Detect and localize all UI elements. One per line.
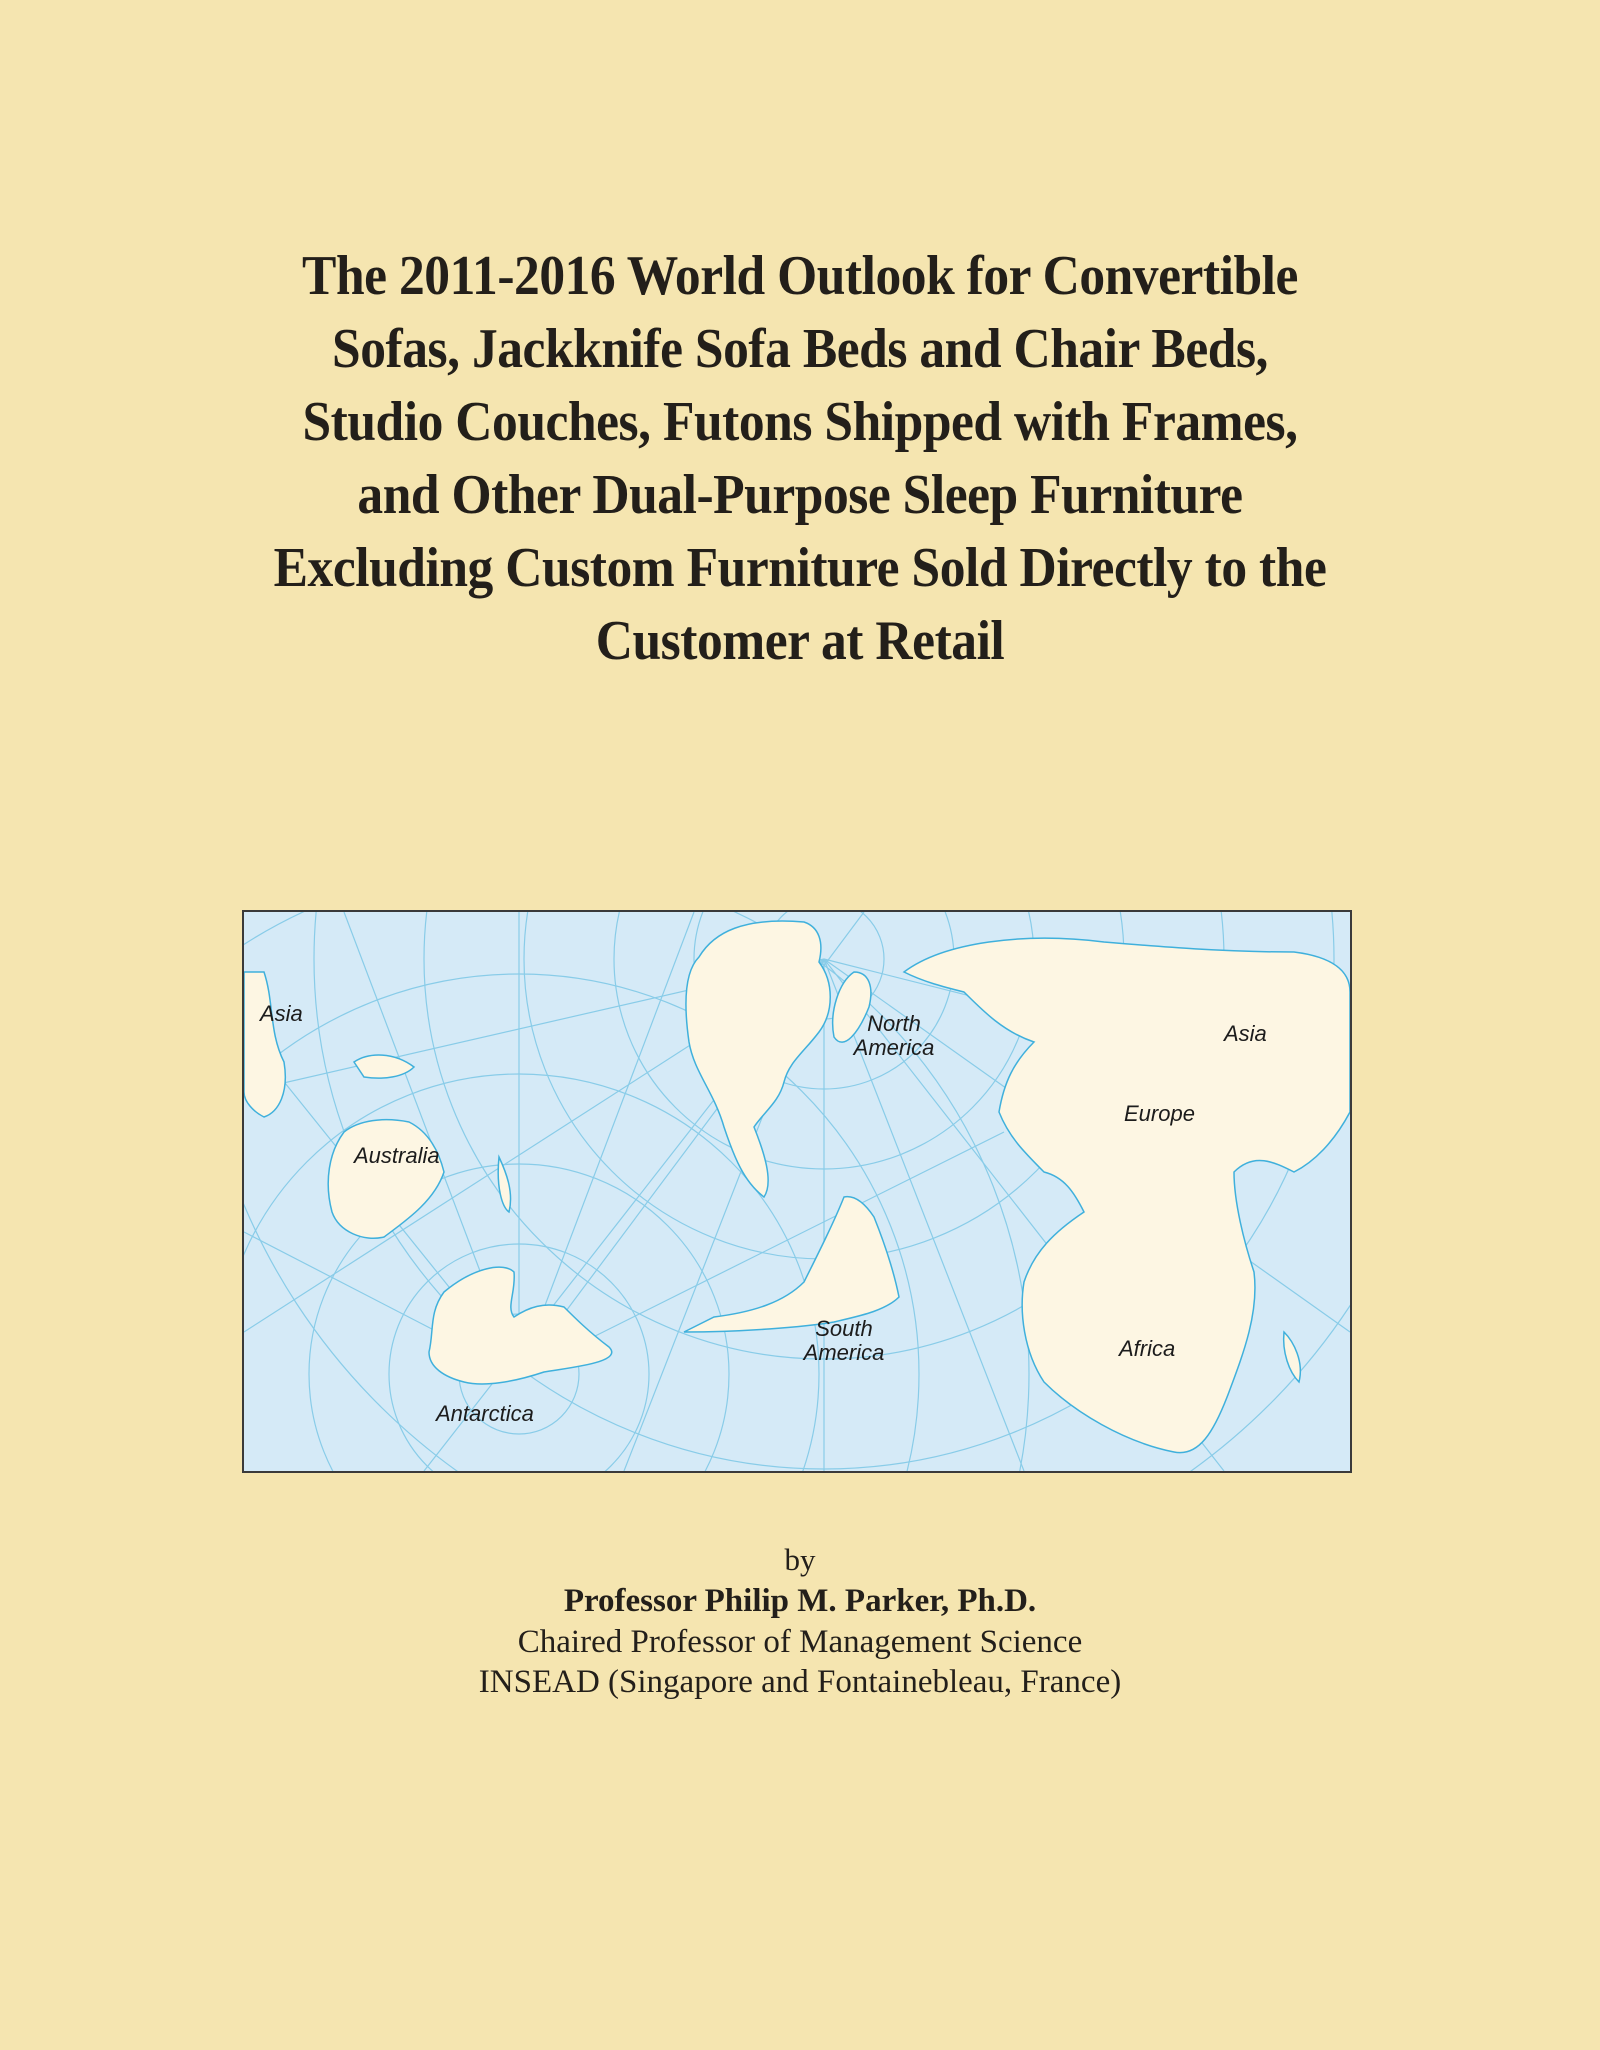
world-map-graphic [244,912,1350,1471]
title-line: Customer at Retail [595,610,1005,672]
author-position: Chaired Professor of Management Science [517,1624,1083,1660]
map-label-europe: Europe [1124,1101,1195,1126]
map-label-antarctica: Antarctica [436,1401,534,1426]
map-label-north-america: North America [853,1011,935,1060]
map-label-australia: Australia [354,1143,440,1168]
title-line: and Other Dual-Purpose Sleep Furniture [357,464,1243,526]
author-affiliation: INSEAD (Singapore and Fontainebleau, France) [478,1664,1122,1700]
by-label: by [784,1542,816,1577]
title-line: Sofas, Jackknife Sofa Beds and Chair Beds, [332,318,1268,380]
map-label-africa: Africa [1119,1336,1176,1361]
credits [200,1540,1400,1702]
title-line: The 2011-2016 World Outlook for Convertible [302,245,1298,307]
title-line: Studio Couches, Futons Shipped with Frames, [302,391,1298,453]
title-line: Excluding Custom Furniture Sold Directly to the [273,537,1327,599]
map-label-south-america: South America [803,1316,885,1365]
map-label-asia-left: Asia [260,1001,303,1026]
map-label-asia-right: Asia [1224,1021,1267,1046]
world-map [242,910,1352,1473]
author-name: Professor Philip M. Parker, Ph.D. [563,1583,1037,1619]
book-title [202,240,1398,678]
